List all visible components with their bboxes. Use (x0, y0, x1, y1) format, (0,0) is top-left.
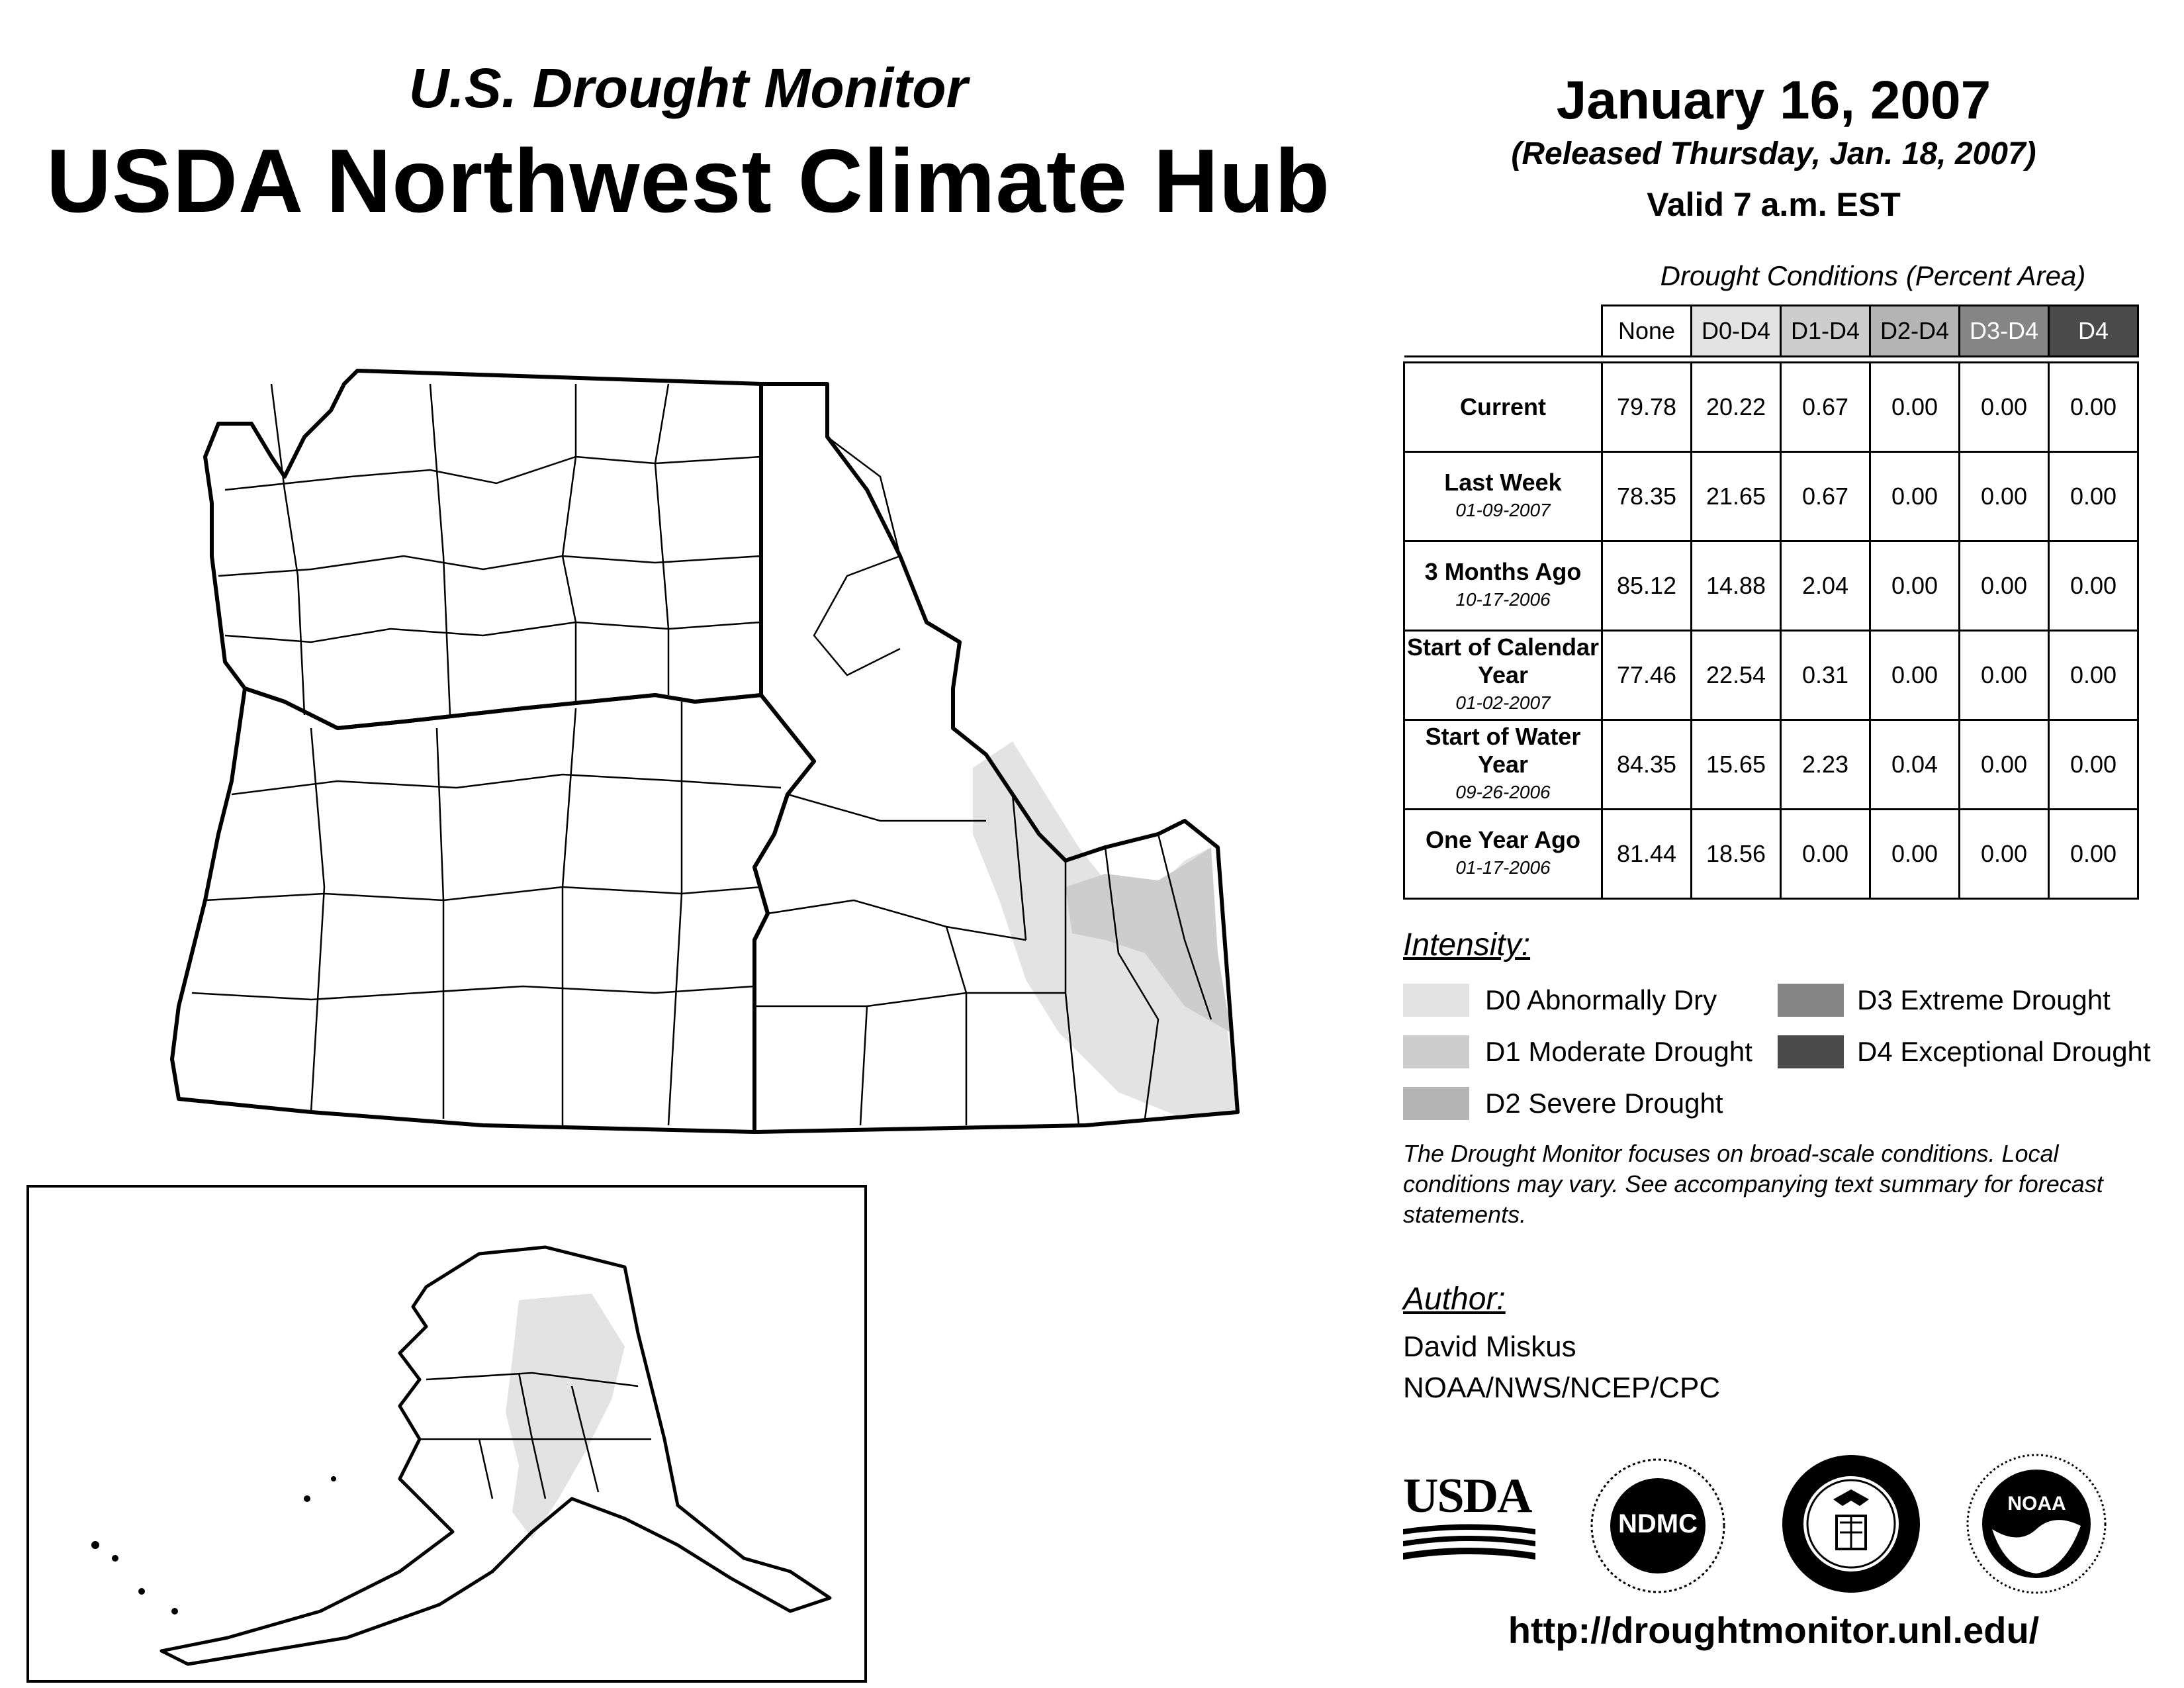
cell-value: 0.00 (1781, 810, 1870, 899)
cell-value: 0.00 (1960, 363, 2049, 452)
alaska-outline (161, 1247, 830, 1664)
cell-value: 0.00 (1960, 452, 2049, 541)
legend-swatch-d3 (1778, 984, 1844, 1017)
ndmc-logo (1588, 1456, 1727, 1595)
row-label: Current (1404, 363, 1602, 452)
noaa-logo-text: NOAA (2007, 1493, 2066, 1515)
cell-value: 0.00 (2049, 541, 2138, 631)
drought-conditions-table (1403, 305, 2139, 900)
usda-hills-icon (1403, 1523, 1535, 1562)
cell-value: 22.54 (1692, 631, 1781, 720)
cell-value: 78.35 (1602, 452, 1692, 541)
cell-value: 0.00 (1870, 541, 1960, 631)
disclaimer-note: The Drought Monitor focuses on broad-scale conditions. Local conditions may vary. See accompanying text summary for forecast statements. (1403, 1140, 2103, 1228)
legend-label: D0 Abnormally Dry (1485, 984, 1717, 1015)
row-label: One Year Ago 01-17-2006 (1404, 810, 1602, 899)
map-date: January 16, 2007 (1556, 70, 1991, 130)
col-d0-d4: D0-D4 (1692, 306, 1781, 357)
table-caption: Drought Conditions (Percent Area) (1660, 260, 2086, 291)
legend-item-d4 (1778, 1035, 2151, 1068)
cell-value: 0.00 (2049, 810, 2138, 899)
cell-value: 0.00 (2049, 720, 2138, 810)
cell-value: 0.00 (2049, 452, 2138, 541)
author-org: NOAA/NWS/NCEP/CPC (1403, 1372, 1721, 1404)
cell-value: 85.12 (1602, 541, 1692, 631)
usda-logo (1403, 1470, 1535, 1569)
legend-title: Intensity: (1403, 927, 1531, 962)
cell-value: 14.88 (1692, 541, 1781, 631)
release-date: (Released Thursday, Jan. 18, 2007) (1511, 136, 2036, 171)
product-title: U.S. Drought Monitor (408, 57, 968, 119)
cell-value: 15.65 (1692, 720, 1781, 810)
col-d2-d4: D2-D4 (1870, 306, 1960, 357)
cell-value: 0.00 (1960, 631, 2049, 720)
cell-value: 0.00 (1870, 631, 1960, 720)
legend-swatch-d1 (1403, 1035, 1469, 1068)
cell-value: 79.78 (1602, 363, 1692, 452)
col-none: None (1602, 306, 1692, 357)
legend-label: D4 Exceptional Drought (1857, 1036, 2151, 1067)
drought-monitor-url[interactable]: http://droughtmonitor.unl.edu/ (1508, 1609, 2040, 1651)
legend-swatch-d0 (1403, 984, 1469, 1017)
legend-item-d0 (1403, 984, 1717, 1017)
row-label: Start of Calendar Year 01-02-2007 (1404, 631, 1602, 720)
legend-item-d1 (1403, 1035, 1752, 1068)
cell-value: 2.04 (1781, 541, 1870, 631)
northwest-map (152, 357, 1251, 1139)
legend-label: D2 Severe Drought (1485, 1088, 1723, 1119)
oregon-outline (172, 688, 814, 1132)
legend-swatch-d4 (1778, 1035, 1844, 1068)
cell-value: 0.00 (1870, 810, 1960, 899)
cell-value: 0.00 (2049, 363, 2138, 452)
cell-value: 0.67 (1781, 363, 1870, 452)
table-header-row (1404, 306, 2138, 357)
row-label: Last Week 01-09-2007 (1404, 452, 1602, 541)
author-title: Author: (1403, 1282, 1506, 1317)
cell-value: 2.23 (1781, 720, 1870, 810)
noaa-logo (1966, 1453, 2108, 1595)
alaska-d0-area (506, 1293, 625, 1538)
legend-label: D1 Moderate Drought (1485, 1036, 1752, 1067)
col-d3-d4: D3-D4 (1960, 306, 2049, 357)
department-of-commerce-seal-icon (1780, 1453, 1923, 1595)
cell-value: 0.00 (1870, 452, 1960, 541)
cell-value: 81.44 (1602, 810, 1692, 899)
legend-item-d2 (1403, 1087, 1723, 1120)
table-row (1404, 363, 2138, 452)
commerce-seal (1780, 1453, 1923, 1595)
cell-value: 0.31 (1781, 631, 1870, 720)
legend-swatch-d2 (1403, 1087, 1469, 1120)
alaska-inset (26, 1185, 867, 1683)
cell-value: 0.00 (1870, 363, 1960, 452)
noaa-seal-icon (1966, 1453, 2108, 1595)
legend-item-d3 (1778, 984, 2111, 1017)
ndmc-logo-text: NDMC (1618, 1509, 1698, 1538)
cell-value: 18.56 (1692, 810, 1781, 899)
row-label: Start of Water Year 09-26-2006 (1404, 720, 1602, 810)
table-row (1404, 631, 2138, 720)
author-name: David Miskus (1403, 1331, 1576, 1363)
alaska-map (29, 1188, 864, 1680)
cell-value: 77.46 (1602, 631, 1692, 720)
header-blank (1404, 306, 1602, 357)
col-d1-d4: D1-D4 (1781, 306, 1870, 357)
row-label: 3 Months Ago 10-17-2006 (1404, 541, 1602, 631)
cell-value: 0.00 (2049, 631, 2138, 720)
col-d4: D4 (2049, 306, 2138, 357)
cell-value: 0.00 (1960, 810, 2049, 899)
usda-logo-text: USDA (1403, 1469, 1531, 1523)
washington-outline (205, 371, 761, 728)
valid-time: Valid 7 a.m. EST (1647, 186, 1901, 223)
cell-value: 0.00 (1960, 541, 2049, 631)
table-row (1404, 810, 2138, 899)
cell-value: 0.67 (1781, 452, 1870, 541)
table-row (1404, 720, 2138, 810)
cell-value: 20.22 (1692, 363, 1781, 452)
cell-value: 84.35 (1602, 720, 1692, 810)
cell-value: 0.00 (1960, 720, 2049, 810)
cell-value: 21.65 (1692, 452, 1781, 541)
legend-label: D3 Extreme Drought (1857, 984, 2111, 1015)
table-row (1404, 541, 2138, 631)
region-title: USDA Northwest Climate Hub (46, 130, 1331, 231)
cell-value: 0.04 (1870, 720, 1960, 810)
table-row (1404, 452, 2138, 541)
